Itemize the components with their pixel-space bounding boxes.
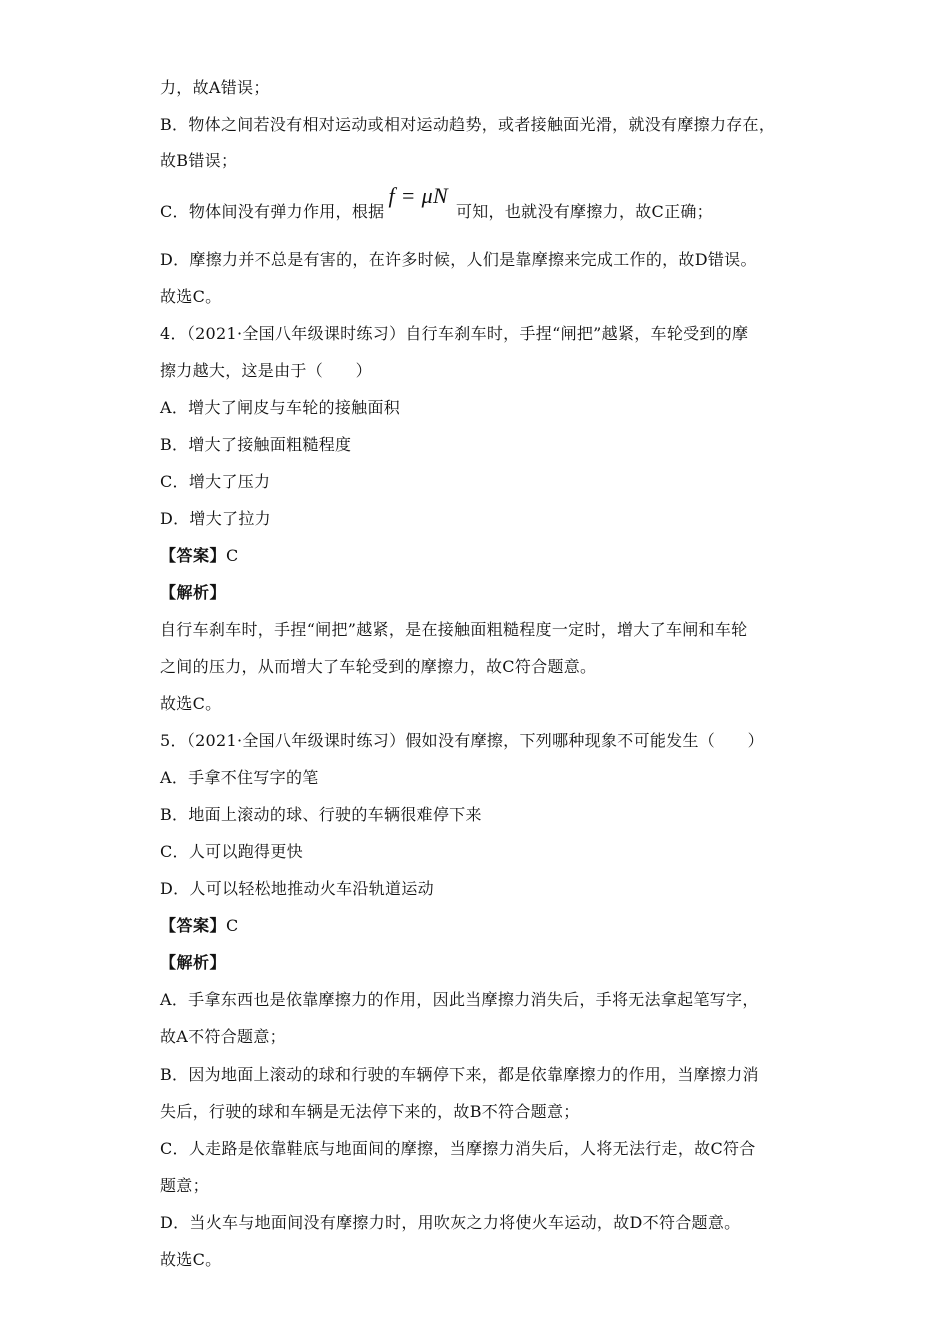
answer-label: 【答案】 [160, 546, 227, 565]
answer-value: C [226, 916, 239, 935]
answer-value: C [226, 546, 239, 565]
explanation-text: B．因为地面上滚动的球和行驶的车辆停下来，都是依靠摩擦力的作用，当摩擦力消 [160, 1065, 759, 1084]
text-line: 力，故A错误； [160, 78, 270, 97]
option-c: C．增大了压力 [160, 472, 271, 491]
option-a: A．手拿不住写字的笔 [160, 768, 319, 787]
option-d: D．增大了拉力 [160, 509, 271, 528]
question-stem: 5．（2021·全国八年级课时练习）假如没有摩擦，下列哪种现象不可能发生（ ） [160, 731, 764, 750]
option-a: A．增大了闸皮与车轮的接触面积 [160, 398, 401, 417]
text-line-with-formula [160, 183, 800, 223]
text-line: 故B错误； [160, 151, 238, 170]
explanation-text: 故选C。 [160, 1250, 222, 1269]
explanation-text: 题意； [160, 1176, 209, 1195]
text-line: B．物体之间若没有相对运动或相对运动趋势，或者接触面光滑，就没有摩擦力存在， [160, 115, 776, 134]
explanation-text: D．当火车与地面间没有摩擦力时，用吹灰之力将使火车运动，故D不符合题意。 [160, 1213, 741, 1232]
answer-line [160, 915, 800, 937]
text-line: D．摩擦力并不总是有害的，在许多时候，人们是靠摩擦来完成工作的，故D错误。 [160, 250, 757, 269]
friction-formula: f = μN [388, 183, 448, 208]
answer-label: 【答案】 [160, 916, 227, 935]
option-c: C．人可以跑得更快 [160, 842, 303, 861]
explanation-text: 自行车刹车时，手捏“闸把”越紧，是在接触面粗糙程度一定时，增大了车闸和车轮 [160, 620, 748, 639]
answer-line [160, 545, 800, 567]
option-b: B．地面上滚动的球、行驶的车辆很难停下来 [160, 805, 482, 824]
question-stem: 4．（2021·全国八年级课时练习）自行车刹车时，手捏“闸把”越紧，车轮受到的摩 [160, 324, 749, 343]
explanation-label: 【解析】 [160, 583, 227, 602]
text-segment: C．物体间没有弹力作用，根据 [160, 202, 385, 221]
question-stem: 擦力越大，这是由于（ ） [160, 361, 372, 380]
explanation-text: 失后，行驶的球和车辆是无法停下来的，故B不符合题意； [160, 1102, 580, 1121]
explanation-text: 故A不符合题意； [160, 1027, 286, 1046]
explanation-label: 【解析】 [160, 953, 227, 972]
explanation-text: C．人走路是依靠鞋底与地面间的摩擦，当摩擦力消失后，人将无法行走，故C符合 [160, 1139, 756, 1158]
explanation-text: 故选C。 [160, 694, 222, 713]
option-d: D．人可以轻松地推动火车沿轨道运动 [160, 879, 434, 898]
text-line: 故选C。 [160, 287, 222, 306]
explanation-text: A．手拿东西也是依靠摩擦力的作用，因此当摩擦力消失后，手将无法拿起笔写字， [160, 990, 759, 1009]
explanation-text: 之间的压力，从而增大了车轮受到的摩擦力，故C符合题意。 [160, 657, 597, 676]
text-segment: 可知，也就没有摩擦力，故C正确； [455, 202, 713, 221]
option-b: B．增大了接触面粗糙程度 [160, 435, 352, 454]
